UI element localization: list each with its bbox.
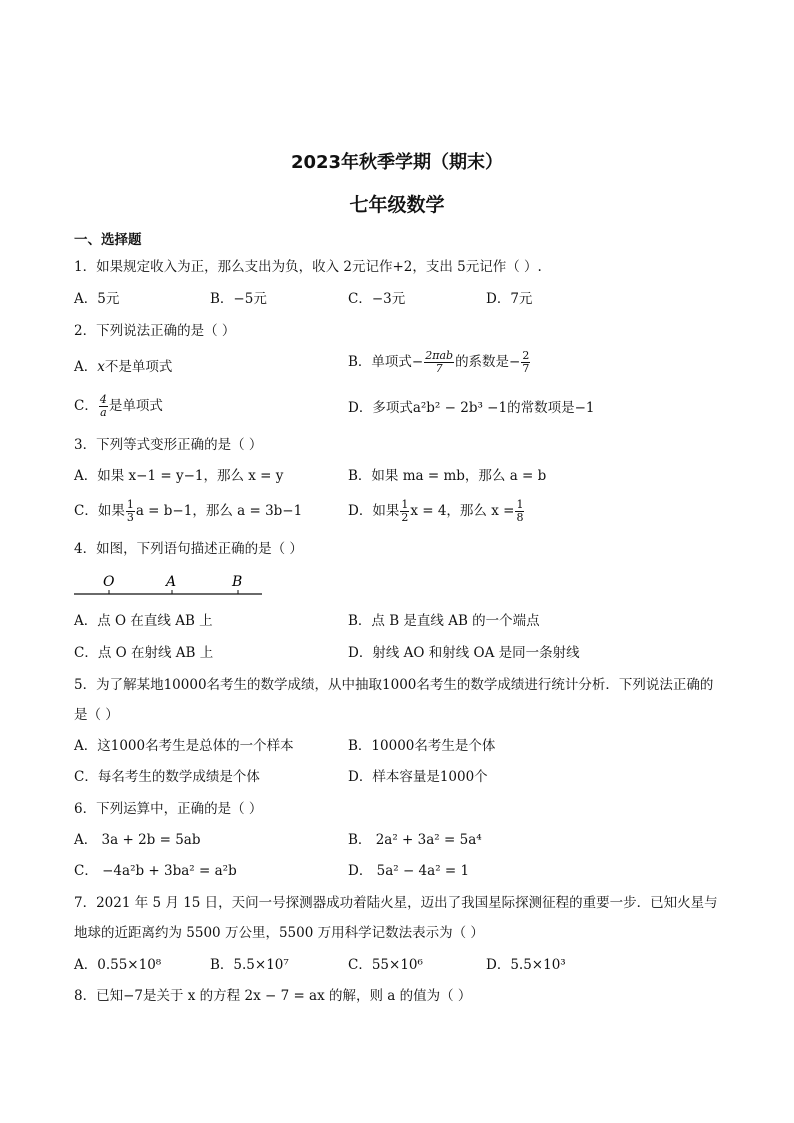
q3-d-numerator: 1 (401, 498, 409, 511)
q2-a-text: 不是单项式 (104, 359, 173, 375)
q5-option-b: B．10000名考生是个体 (348, 738, 496, 754)
q2-c-prefix: C． (74, 398, 98, 414)
q3-option-c (74, 499, 302, 524)
q2-option-b (348, 350, 531, 375)
q2-option-c (74, 394, 163, 419)
q3-c-denominator: 3 (126, 511, 134, 524)
q3-d-mid: x = 4，那么 x = (410, 503, 515, 519)
point-label-b: B (232, 574, 243, 590)
q6-option-b: B． 2a² + 3a² = 5a⁴ (348, 832, 482, 848)
question-6-stem: 6．下列运算中，正确的是（ ） (74, 801, 263, 817)
q1-option-a: A．5元 (74, 291, 120, 307)
question-7-stem-line2: 地球的近距离约为 5500 万公里，5500 万用科学记数法表示为（ ） (74, 925, 484, 941)
question-5-stem-line2: 是（ ） (74, 707, 119, 723)
q2-b-numerator2: 2 (522, 349, 530, 362)
q3-c-text: a = b−1，那么 a = 3b−1 (135, 503, 303, 519)
point-label-o: O (103, 574, 115, 590)
question-2-stem: 2．下列说法正确的是（ ） (74, 323, 236, 339)
q2-c-text: 是单项式 (108, 398, 163, 414)
exam-subtitle: 七年级数学 (349, 194, 445, 216)
q1-option-c: C．−3元 (348, 291, 406, 307)
q4-option-a: A．点 O 在直线 AB 上 (74, 613, 213, 629)
q3-d-denominator: 2 (401, 511, 409, 524)
question-1-stem: 1．如果规定收入为正，那么支出为负，收入 2元记作+2，支出 5元记作（ ）. (74, 259, 542, 275)
point-label-a: A (166, 574, 177, 590)
q7-option-a: A．0.55×10⁸ (74, 957, 162, 973)
q2-b-numerator: 2πab (425, 349, 454, 362)
question-3-stem: 3．下列等式变形正确的是（ ） (74, 437, 263, 453)
q3-c-prefix: C．如果 (74, 503, 125, 519)
q3-c-numerator: 1 (126, 498, 134, 511)
q7-option-c: C．55×10⁶ (348, 957, 423, 973)
q7-option-b: B．5.5×10⁷ (210, 957, 289, 973)
q2-b-prefix: B．单项式− (348, 354, 424, 370)
q2-b-fraction (424, 350, 454, 375)
q5-option-d: D．样本容量是1000个 (348, 769, 488, 785)
q3-option-b: B．如果 ma = mb，那么 a = b (348, 468, 547, 484)
q2-c-denominator: a (100, 406, 107, 419)
q6-option-c: C． −4a²b + 3ba² = a²b (74, 863, 237, 879)
q5-option-c: C．每名考生的数学成绩是个体 (74, 769, 260, 785)
exam-title: 2023年秋季学期（期末） (290, 152, 504, 173)
q2-option-a (74, 358, 172, 376)
q2-a-prefix: A． (74, 359, 98, 375)
q3-d-fraction2 (515, 499, 524, 524)
q4-option-d: D．射线 AO 和射线 OA 是同一条射线 (348, 645, 580, 661)
q2-b-denominator: 7 (435, 362, 443, 375)
q2-b-denominator2: 7 (522, 362, 530, 375)
q2-option-d: D．多项式a²b² − 2b³ −1的常数项是−1 (348, 400, 595, 416)
q7-option-d: D．5.5×10³ (486, 957, 566, 973)
q3-d-denominator2: 8 (516, 511, 524, 524)
q1-option-b: B．−5元 (210, 291, 267, 307)
question-8-stem: 8．已知−7是关于 x 的方程 2x − 7 = ax 的解，则 a 的值为（ ） (74, 988, 472, 1004)
q5-option-a: A．这1000名考生是总体的一个样本 (74, 738, 294, 754)
q4-option-c: C．点 O 在射线 AB 上 (74, 645, 214, 661)
question-4-stem: 4．如图，下列语句描述正确的是（ ） (74, 541, 303, 557)
section-heading: 一、选择题 (74, 232, 142, 248)
q2-c-fraction (99, 394, 108, 419)
q3-c-fraction (126, 499, 135, 524)
q2-b-fraction2 (521, 350, 530, 375)
q1-option-d: D．7元 (486, 291, 533, 307)
q3-d-fraction (400, 499, 409, 524)
q3-option-a: A．如果 x−1 = y−1，那么 x = y (74, 468, 284, 484)
question-7-stem-line1: 7．2021 年 5 月 15 日，天问一号探测器成功着陆火星，迈出了我国星际探测征程的重要一步．已知火星与 (74, 895, 718, 911)
q3-d-prefix: D．如果 (348, 503, 400, 519)
q6-option-d: D． 5a² − 4a² = 1 (348, 863, 470, 879)
q3-option-d (348, 499, 525, 524)
number-line-figure (74, 570, 274, 600)
q2-a-variable: x (97, 359, 105, 375)
q3-d-numerator2: 1 (516, 498, 524, 511)
q4-option-b: B．点 B 是直线 AB 的一个端点 (348, 613, 540, 629)
question-5-stem-line1: 5．为了解某地10000名考生的数学成绩，从中抽取1000名考生的数学成绩进行统计分析．下列说法正确的 (74, 677, 714, 693)
q2-b-mid: 的系数是− (455, 354, 521, 370)
q2-c-numerator: 4 (99, 393, 107, 406)
q6-option-a: A． 3a + 2b = 5ab (74, 832, 201, 848)
